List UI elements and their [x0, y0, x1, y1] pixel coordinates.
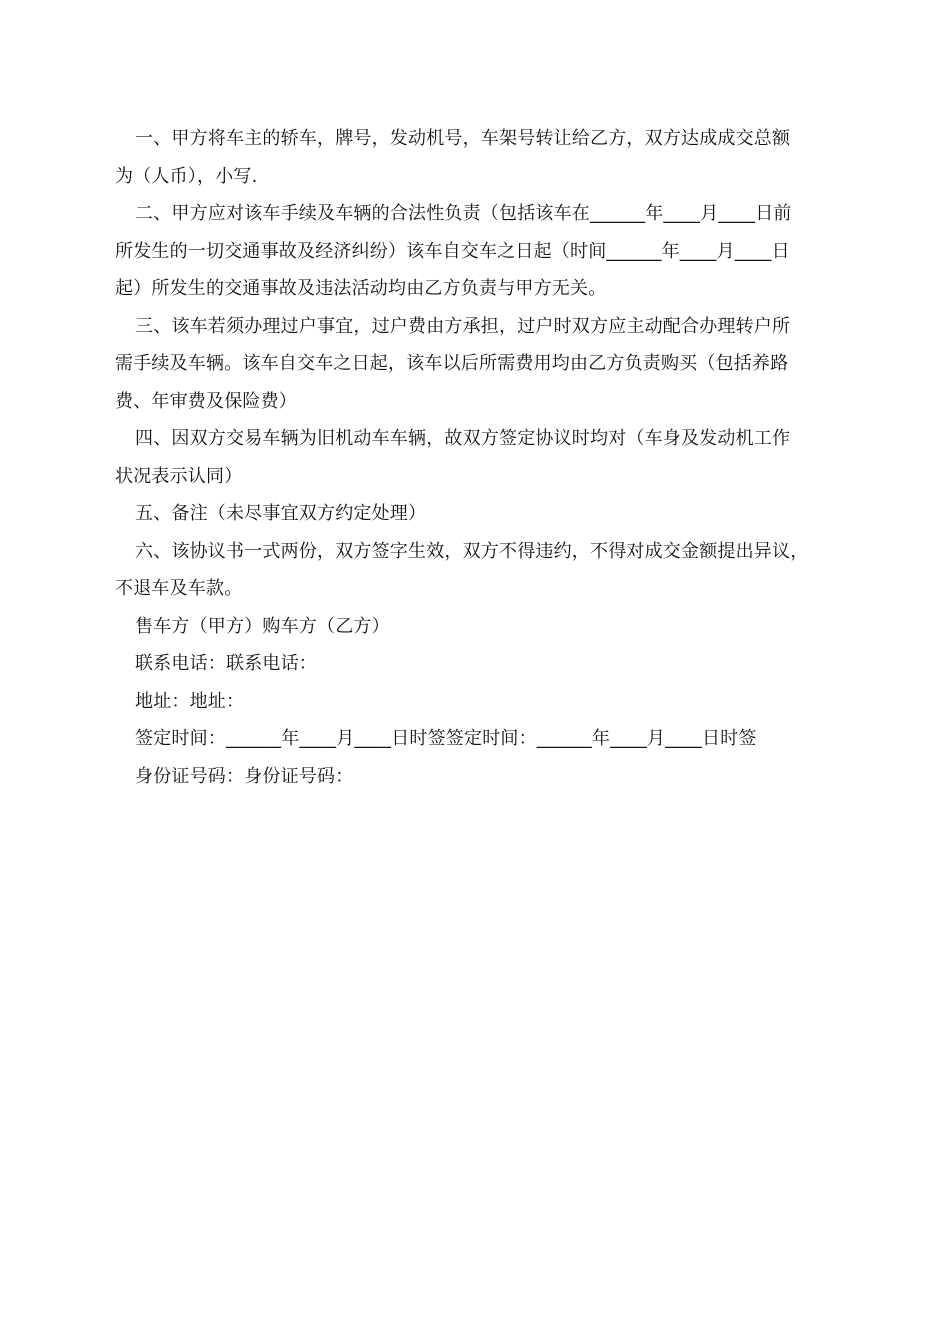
- clause-6-line-1: 六、该协议书一式两份，双方签字生效，双方不得违约，不得对成交金额提出异议，: [135, 540, 809, 562]
- clause-5-line-1: 五、备注（未尽事宜双方约定处理）: [135, 503, 427, 524]
- clause-1-line-2: 为（人币），小写.: [115, 165, 258, 187]
- clause-2: [115, 195, 840, 308]
- clause-6-line-2: 不退车及车款。: [115, 578, 243, 599]
- id-number-line: 身份证号码：身份证号码：: [135, 765, 354, 787]
- clause-3-line-2: 需手续及车辆。该车自交车之日起，该车以后所需费用均由乙方负责购买（包括养路: [115, 353, 789, 374]
- clause-4-line-2: 状况表示认同）: [115, 465, 243, 487]
- clause-3-line-3: 费、年审费及保险费）: [115, 390, 297, 412]
- clause-2-line-2: 所发生的一切交通事故及经济纠纷）该车自交车之日起（时间______年____月____日: [115, 240, 790, 262]
- clause-1-line-1: 一、甲方将车主的轿车，牌号，发动机号，车架号转让给乙方，双方达成成交总额: [135, 128, 791, 149]
- clause-3-line-1: 三、该车若须办理过户事宜，过户费由方承担，过户时双方应主动配合办理转户所: [135, 315, 791, 337]
- signature-block: [115, 608, 840, 796]
- sign-time-line: 签定时间：______年____月____日时签签定时间：______年____月____日时签: [135, 728, 757, 749]
- clause-4-line-1: 四、因双方交易车辆为旧机动车车辆，故双方签定协议时均对（车身及发动机工作: [135, 428, 791, 449]
- parties-line: 售车方（甲方）购车方（乙方）: [135, 615, 390, 637]
- clause-2-line-1: 二、甲方应对该车手续及车辆的合法性负责（包括该车在______年____月____日前: [135, 203, 792, 224]
- clause-6: [115, 533, 840, 608]
- clause-1: [115, 120, 840, 195]
- clause-4: [115, 420, 840, 495]
- phone-line: 联系电话：联系电话：: [135, 653, 317, 674]
- clause-2-line-3: 起）所发生的交通事故及违法活动均由乙方负责与甲方无关。: [115, 278, 607, 299]
- clause-5: [115, 495, 840, 533]
- agreement-body: [115, 120, 840, 795]
- clause-3: [115, 308, 840, 421]
- address-line: 地址：地址：: [135, 690, 245, 712]
